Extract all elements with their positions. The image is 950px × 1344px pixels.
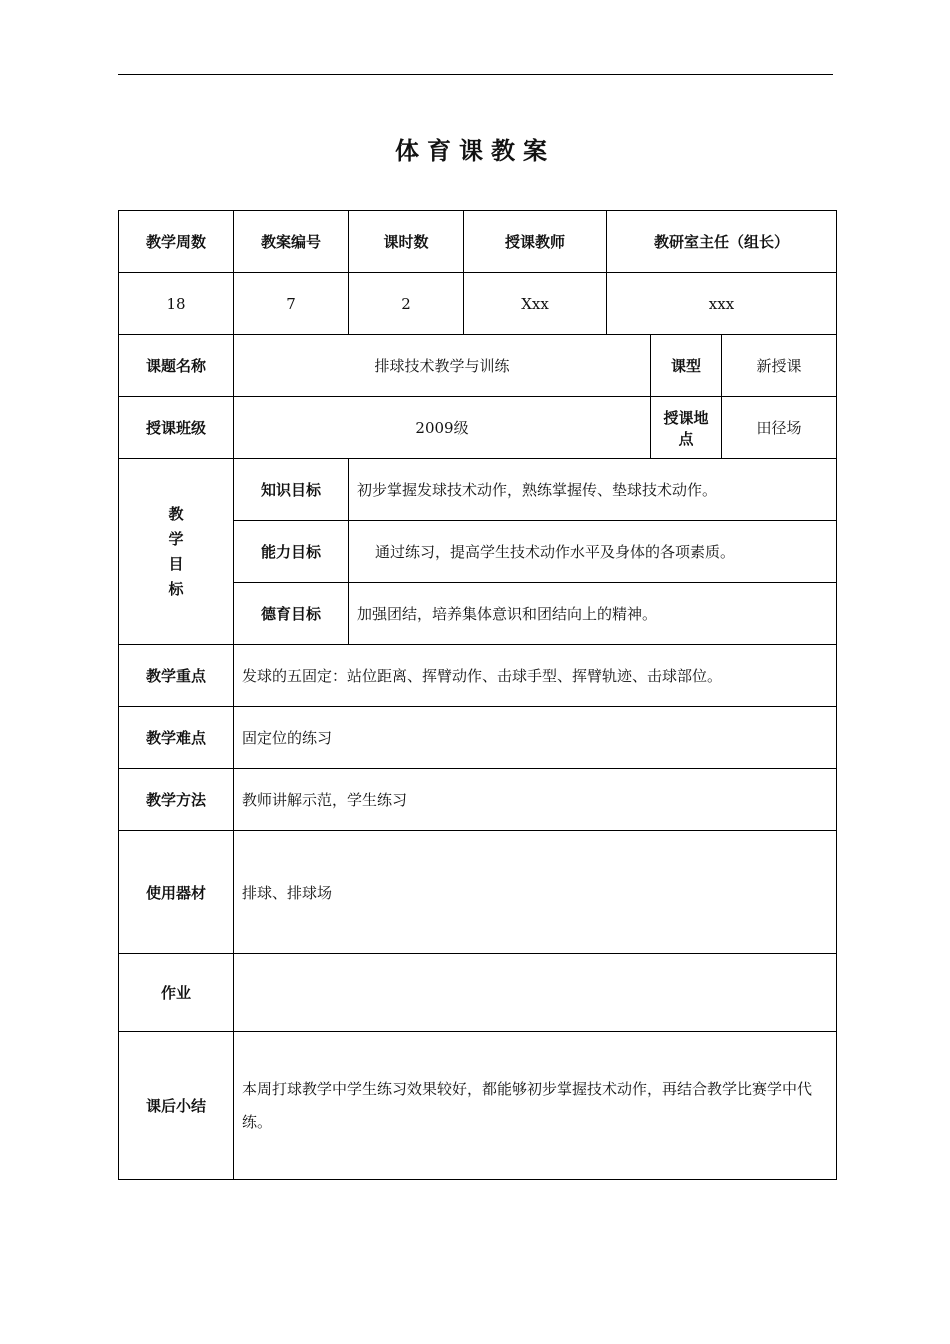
summary-label: 课后小结 (119, 1032, 234, 1180)
equipment-row (119, 831, 837, 954)
key-points-row (119, 645, 837, 707)
methods-text: 教师讲解示范，学生练习 (234, 769, 837, 831)
class-value: 2009级 (234, 397, 651, 459)
ability-objective-text: 通过练习，提高学生技术动作水平及身体的各项素质。 (349, 521, 837, 583)
objectives-char: 目 (168, 554, 184, 573)
ability-objective-label: 能力目标 (234, 521, 349, 583)
equipment-label: 使用器材 (119, 831, 234, 954)
director-value: xxx (607, 273, 837, 335)
summary-row (119, 1032, 837, 1180)
class-label: 授课班级 (119, 397, 234, 459)
objectives-char: 标 (168, 579, 184, 598)
homework-label: 作业 (119, 954, 234, 1032)
class-hours-label: 课时数 (349, 211, 464, 273)
value-row (119, 273, 837, 335)
page-title: 体育课教案 (395, 137, 555, 165)
topic-value: 排球技术教学与训练 (234, 335, 651, 397)
class-row (119, 397, 837, 459)
location-value: 田径场 (722, 397, 837, 459)
methods-label: 教学方法 (119, 769, 234, 831)
lesson-type-label: 课型 (651, 335, 722, 397)
week-value: 18 (119, 273, 234, 335)
homework-row (119, 954, 837, 1032)
director-label: 教研室主任（组长） (607, 211, 837, 273)
plan-number-label: 教案编号 (234, 211, 349, 273)
equipment-text: 排球、排球场 (234, 831, 837, 954)
topic-label: 课题名称 (119, 335, 234, 397)
plan-number-value: 7 (234, 273, 349, 335)
objective-row-knowledge (119, 459, 837, 521)
key-points-label: 教学重点 (119, 645, 234, 707)
difficulties-row (119, 707, 837, 769)
summary-text: 本周打球教学中学生练习效果较好，都能够初步掌握技术动作，再结合教学比赛学中代练。 (234, 1032, 837, 1180)
key-points-text: 发球的五固定：站位距离、挥臂动作、击球手型、挥臂轨迹、击球部位。 (234, 645, 837, 707)
lesson-type-value: 新授课 (722, 335, 837, 397)
teacher-label: 授课教师 (464, 211, 607, 273)
location-label: 授课地点 (651, 397, 722, 459)
knowledge-objective-label: 知识目标 (234, 459, 349, 521)
week-label: 教学周数 (119, 211, 234, 273)
teacher-value: Xxx (464, 273, 607, 335)
lesson-plan-table (118, 210, 837, 1180)
class-hours-value: 2 (349, 273, 464, 335)
moral-objective-text: 加强团结，培养集体意识和团结向上的精神。 (349, 583, 837, 645)
objectives-char: 学 (168, 529, 184, 548)
knowledge-objective-text: 初步掌握发球技术动作，熟练掌握传、垫球技术动作。 (349, 459, 837, 521)
objectives-label (119, 459, 234, 645)
methods-row (119, 769, 837, 831)
difficulties-text: 固定位的练习 (234, 707, 837, 769)
topic-row (119, 335, 837, 397)
header-row (119, 211, 837, 273)
moral-objective-label: 德育目标 (234, 583, 349, 645)
objectives-char: 教 (168, 504, 184, 523)
homework-text (234, 954, 837, 1032)
header-rule (118, 74, 833, 75)
difficulties-label: 教学难点 (119, 707, 234, 769)
